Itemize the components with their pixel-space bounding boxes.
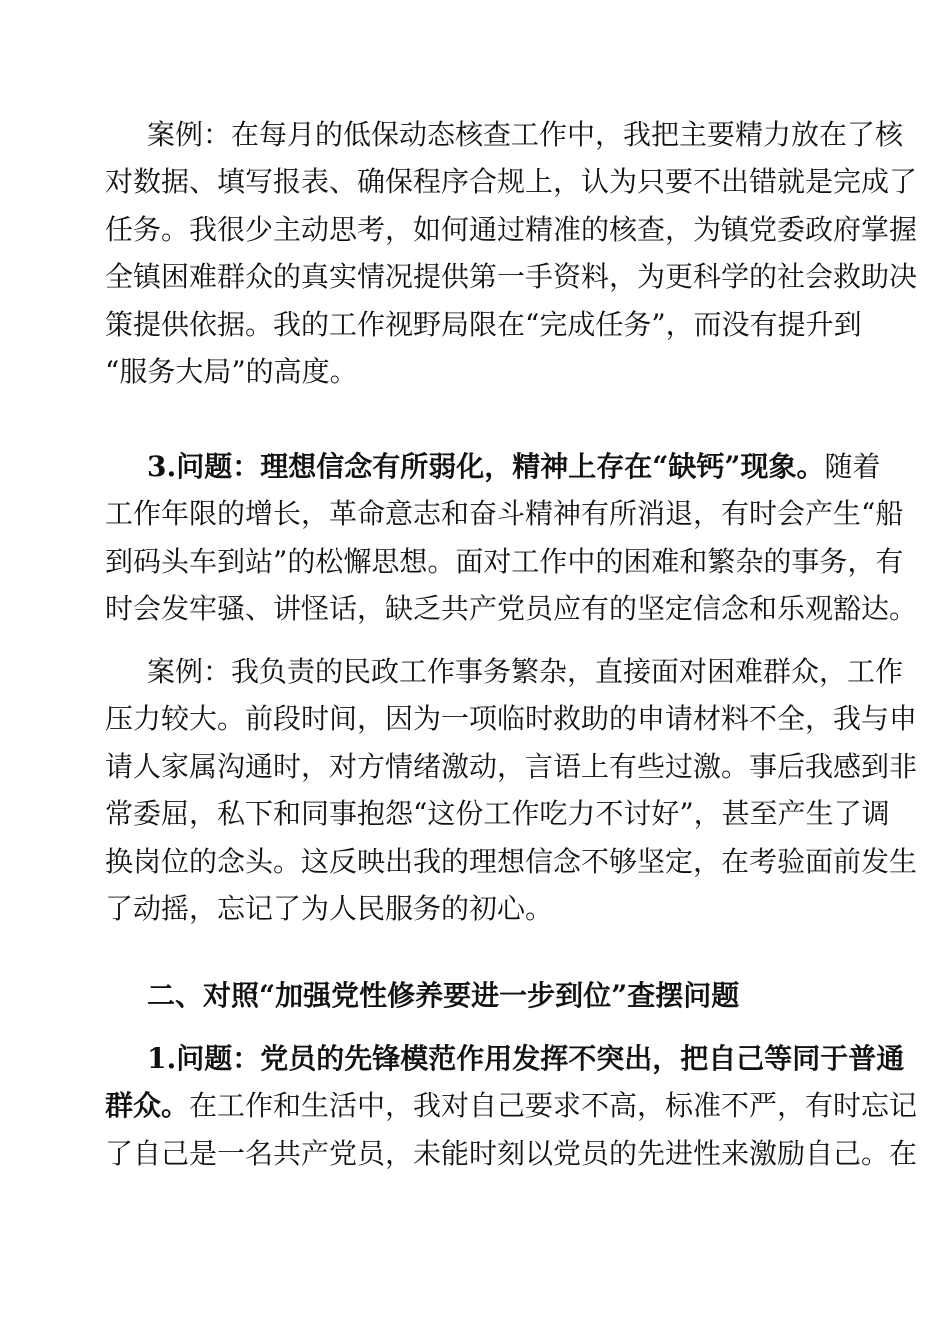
body-text: 时会发牢骚、讲怪话，缺乏共产党员应有的坚定信念和乐观豁达。 xyxy=(105,592,918,625)
body-text: 案例：在每月的低保动态核查工作中，我把主要精力放在了核 xyxy=(147,118,904,151)
text-line xyxy=(105,1086,918,1126)
bold-text: 3.问题：理想信念有所弱化，精神上存在“缺钙”现象。 xyxy=(147,450,825,483)
text-line xyxy=(105,889,845,929)
bold-text: 二、对照“加强党性修养要进一步到位”查摆问题 xyxy=(147,979,740,1012)
body-text: 随着 xyxy=(824,450,881,483)
text-line xyxy=(147,1039,905,1079)
body-text: 常委屈，私下和同事抱怨“这份工作吃力不讨好”，甚至产生了调 xyxy=(105,797,890,830)
text-line xyxy=(105,542,904,582)
text-line xyxy=(105,210,918,250)
text-line xyxy=(105,842,918,882)
body-text: 到码头车到站”的松懈思想。面对工作中的困难和繁杂的事务，有 xyxy=(105,545,904,578)
body-text: “服务大局”的高度。 xyxy=(105,355,358,388)
body-text: 全镇困难群众的真实情况提供第一手资料，为更科学的社会救助决 xyxy=(105,260,918,293)
body-text: 任务。我很少主动思考，如何通过精准的核查，为镇党委政府掌握 xyxy=(105,213,918,246)
text-line xyxy=(105,305,862,345)
text-line xyxy=(105,747,918,787)
text-line xyxy=(105,1134,918,1174)
text-line xyxy=(147,115,904,155)
body-text: 在工作和生活中，我对自己要求不高，标准不严，有时忘记 xyxy=(189,1089,918,1122)
bold-text: 群众。 xyxy=(105,1089,190,1122)
text-line xyxy=(105,162,918,202)
text-line xyxy=(105,699,918,739)
text-line xyxy=(105,257,918,297)
body-text: 了自己是一名共产党员，未能时刻以党员的先进性来激励自己。在 xyxy=(105,1137,918,1170)
text-line xyxy=(147,447,881,487)
text-line xyxy=(147,976,845,1016)
body-text: 案例：我负责的民政工作事务繁杂，直接面对困难群众，工作 xyxy=(147,655,904,688)
text-line xyxy=(105,494,904,534)
body-text: 请人家属沟通时，对方情绪激动，言语上有些过激。事后我感到非 xyxy=(105,750,918,783)
body-text: 对数据、填写报表、确保程序合规上，认为只要不出错就是完成了 xyxy=(105,165,918,198)
body-text: 压力较大。前段时间，因为一项临时救助的申请材料不全，我与申 xyxy=(105,702,918,735)
body-text: 策提供依据。我的工作视野局限在“完成任务”，而没有提升到 xyxy=(105,308,862,341)
body-text: 换岗位的念头。这反映出我的理想信念不够坚定，在考验面前发生 xyxy=(105,845,918,878)
text-line xyxy=(105,352,845,392)
text-line xyxy=(105,794,890,834)
text-line xyxy=(105,589,918,629)
bold-text: 1.问题：党员的先锋模范作用发挥不突出，把自己等同于普通 xyxy=(147,1042,905,1075)
body-text: 工作年限的增长，革命意志和奋斗精神有所消退，有时会产生“船 xyxy=(105,497,904,530)
body-text: 了动摇，忘记了为人民服务的初心。 xyxy=(105,892,554,925)
text-line xyxy=(147,652,904,692)
